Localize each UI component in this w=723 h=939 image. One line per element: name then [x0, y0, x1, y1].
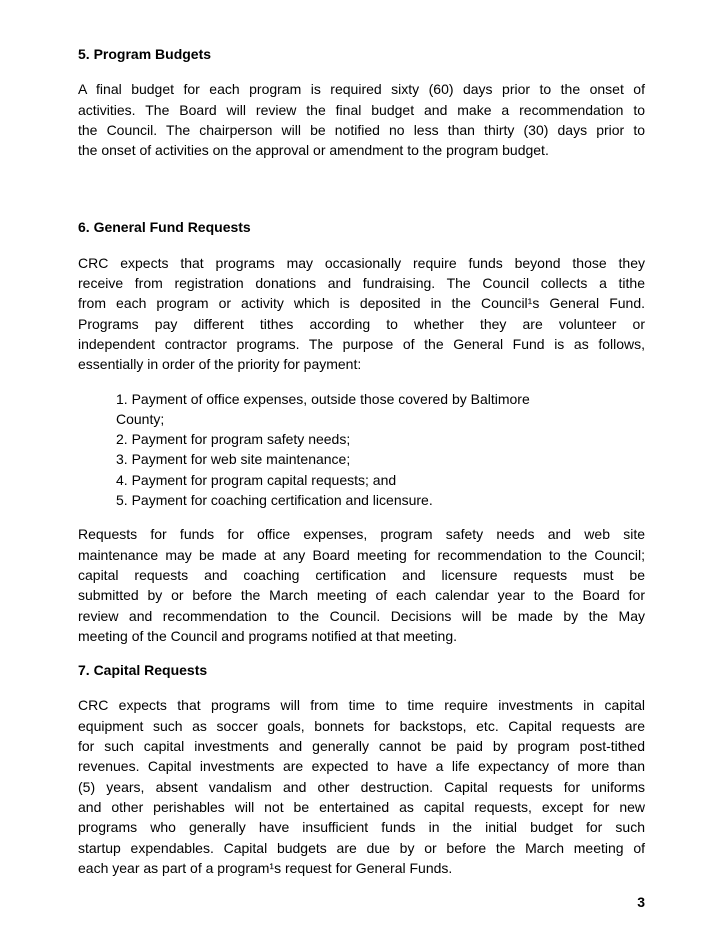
- paragraph-line: meeting of the Council and programs notified at that meeting.: [78, 627, 457, 644]
- vertical-spacer: [78, 174, 645, 209]
- paragraph: [78, 695, 645, 878]
- page-number: 3: [637, 894, 645, 911]
- section-heading: 7. Capital Requests: [78, 662, 208, 679]
- section-heading: 5. Program Budgets: [78, 46, 212, 62]
- paragraph-line: the onset of activities on the approval or amendment to the program budget.: [78, 142, 549, 159]
- paragraph-line: the Council. The chairperson will be notified no less than thirty (30) days prior to: [78, 121, 645, 138]
- paragraph-line: essentially in order of the priority for payment:: [78, 356, 362, 373]
- section-heading: 6. General Fund Requests: [78, 219, 251, 236]
- paragraph-line: review and recommendation to the Council. Decisions will be made by the May: [78, 607, 645, 624]
- list-line: County;: [116, 410, 165, 427]
- paragraph-line: startup expendables. Capital budgets are due by or before the March meeting of: [78, 839, 645, 856]
- list-line: 3. Payment for web site maintenance;: [116, 451, 351, 468]
- paragraph: [78, 253, 645, 375]
- paragraph-line: CRC expects that programs will from time to time require investments in capital: [78, 697, 645, 714]
- paragraph-line: programs who generally have insufficient funds in the initial budget for such: [78, 819, 645, 836]
- paragraph-line: capital requests and coaching certification and licensure requests must be: [78, 566, 645, 583]
- document-content: [78, 44, 645, 878]
- numbered-list: [78, 389, 645, 511]
- paragraph-line: revenues. Capital investments are expected to have a life expectancy of more than: [78, 758, 645, 775]
- paragraph-line: each year as part of a program¹s request for General Funds.: [78, 859, 453, 876]
- paragraph-line: receive from registration donations and fundraising. The Council collects a tithe: [78, 275, 645, 292]
- list-line: 2. Payment for program safety needs;: [116, 431, 351, 448]
- paragraph-line: from each program or activity which is deposited in the Council¹s General Fund.: [78, 295, 645, 312]
- paragraph-line: (5) years, absent vandalism and other destruction. Capital requests for uniforms: [78, 778, 645, 795]
- paragraph-line: CRC expects that programs may occasionally require funds beyond those they: [78, 254, 645, 271]
- paragraph-line: independent contractor programs. The purpose of the General Fund is as follows,: [78, 335, 645, 352]
- list-line: 4. Payment for program capital requests; and: [116, 471, 397, 488]
- list-line: 1. Payment of office expenses, outside those covered by Baltimore: [116, 390, 530, 407]
- paragraph: [78, 79, 645, 160]
- paragraph-line: for such capital investments and generally cannot be paid by program post-tithed: [78, 738, 645, 755]
- paragraph-line: Programs pay different tithes according to whether they are volunteer or: [78, 315, 645, 332]
- paragraph-line: equipment such as soccer goals, bonnets for backstops, etc. Capital requests are: [78, 717, 645, 734]
- paragraph: [78, 524, 645, 646]
- paragraph-line: Requests for funds for office expenses, program safety needs and web site: [78, 526, 645, 543]
- paragraph-line: maintenance may be made at any Board meeting for recommendation to the Council;: [78, 546, 645, 563]
- paragraph-line: submitted by or before the March meeting of each calendar year to the Board for: [78, 587, 645, 604]
- paragraph-line: A final budget for each program is required sixty (60) days prior to the onset of: [78, 81, 645, 98]
- list-line: 5. Payment for coaching certification and licensure.: [116, 492, 433, 509]
- paragraph-line: activities. The Board will review the final budget and make a recommendation to: [78, 101, 645, 118]
- paragraph-line: and other perishables will not be entertained as capital requests, except for new: [78, 798, 645, 815]
